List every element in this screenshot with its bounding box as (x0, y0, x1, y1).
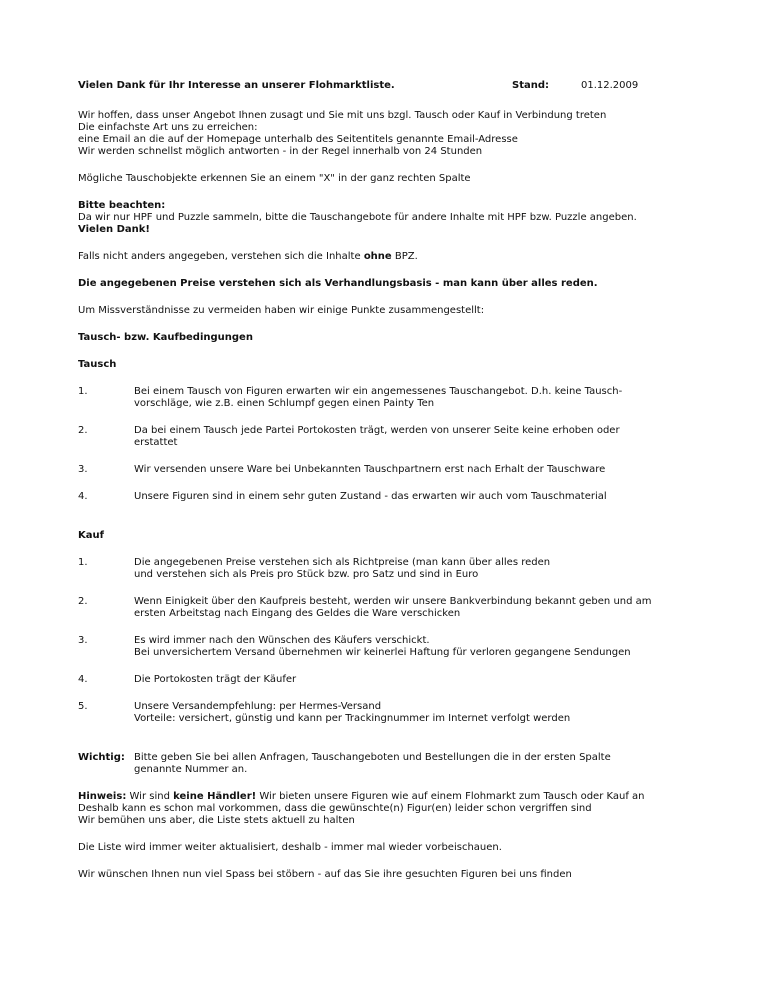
bpz-text-end: BPZ. (391, 251, 418, 262)
tausch-item (78, 491, 768, 503)
hinweis-block (78, 791, 768, 827)
misunderstanding-note: Um Missverständnisse zu vermeiden haben wir einige Punkte zusammengestellt: (78, 305, 485, 316)
hinweis-line: Wir bemühen uns aber, die Liste stets aktuell zu halten (78, 815, 355, 826)
item-number: 3. (78, 635, 88, 646)
kauf-item (78, 701, 768, 725)
item-number: 3. (78, 464, 88, 475)
tausch-heading: Tausch (78, 359, 117, 370)
item-text: Die angegebenen Preise verstehen sich als Richtpreise (man kann über alles reden (134, 557, 551, 568)
hinweis-line (78, 791, 768, 803)
update-note: Die Liste wird immer weiter aktualisiert, deshalb - immer mal wieder vorbeischauen. (78, 842, 502, 853)
item-number: 2. (78, 596, 88, 607)
tausch-item (78, 386, 768, 410)
item-text: Es wird immer nach den Wünschen des Käufers verschickt. (134, 635, 430, 646)
item-text: vorschläge, wie z.B. einen Schlumpf gegen einen Painty Ten (134, 398, 435, 409)
kauf-item (78, 635, 768, 659)
kauf-item (78, 674, 768, 686)
header-row (78, 80, 768, 94)
item-text: erstattet (134, 437, 178, 448)
notice-text: Da wir nur HPF und Puzzle sammeln, bitte die Tauschangebote für andere Inhalte mit HPF bzw. Puzzle angeben. (78, 212, 637, 223)
intro-block (78, 110, 768, 158)
item-text: Die Portokosten trägt der Käufer (134, 674, 297, 685)
tausch-hint: Mögliche Tauschobjekte erkennen Sie an einem "X" in der ganz rechten Spalte (78, 173, 471, 184)
wichtig-text: genannte Nummer an. (134, 764, 248, 775)
notice-thanks: Vielen Dank! (78, 224, 150, 235)
hinweis-line: Deshalb kann es schon mal vorkommen, dass die gewünschte(n) Figur(en) leider schon vergriffen sind (78, 803, 592, 814)
hinweis-label: Hinweis: (78, 791, 127, 802)
page-title: Vielen Dank für Ihr Interesse an unserer Flohmarktliste. (78, 80, 395, 91)
document-page (78, 80, 768, 881)
intro-line: Wir hoffen, dass unser Angebot Ihnen zusagt und Sie mit uns bzgl. Tausch oder Kauf in Verbindung treten (78, 110, 607, 121)
conditions-heading: Tausch- bzw. Kaufbedingungen (78, 332, 253, 343)
intro-line: eine Email an die auf der Homepage unterhalb des Seitentitels genannte Email-Adresse (78, 134, 518, 145)
item-text: Unsere Figuren sind in einem sehr guten Zustand - das erwarten wir auch vom Tauschmaterial (134, 491, 607, 502)
item-text: Vorteile: versichert, günstig und kann per Trackingnummer im Internet verfolgt werden (134, 713, 571, 724)
item-number: 1. (78, 557, 88, 568)
kauf-item (78, 557, 768, 581)
kauf-heading: Kauf (78, 530, 104, 541)
price-basis-note: Die angegebenen Preise verstehen sich als Verhandlungsbasis - man kann über alles reden. (78, 278, 598, 289)
tausch-item (78, 425, 768, 449)
bpz-bold: ohne (363, 251, 392, 262)
bpz-note (78, 251, 768, 263)
hinweis-text-end: Wir bieten unsere Figuren wie auf einem Flohmarkt zum Tausch oder Kauf an (256, 791, 645, 802)
item-text: Da bei einem Tausch jede Partei Portokosten trägt, werden von unserer Seite keine erhoben oder (134, 425, 620, 436)
stand-date: 01.12.2009 (581, 80, 639, 91)
hinweis-text: Wir sind (126, 791, 174, 802)
item-text: Bei einem Tausch von Figuren erwarten wir ein angemessenes Tauschangebot. D.h. keine Tausch- (134, 386, 623, 397)
intro-line: Die einfachste Art uns zu erreichen: (78, 122, 258, 133)
bpz-text: Falls nicht anders angegeben, verstehen sich die Inhalte (78, 251, 364, 262)
item-text: Unsere Versandempfehlung: per Hermes-Versand (134, 701, 382, 712)
item-number: 4. (78, 491, 88, 502)
wichtig-text: Bitte geben Sie bei allen Anfragen, Tauschangeboten und Bestellungen die in der ersten Spalte (134, 752, 611, 763)
item-text: Wir versenden unsere Ware bei Unbekannten Tauschpartnern erst nach Erhalt der Tauschware (134, 464, 606, 475)
item-number: 2. (78, 425, 88, 436)
tausch-item (78, 464, 768, 476)
item-number: 4. (78, 674, 88, 685)
closing-note: Wir wünschen Ihnen nun viel Spass bei stöbern - auf das Sie ihre gesuchten Figuren bei uns finden (78, 869, 572, 880)
wichtig-label: Wichtig: (78, 752, 125, 763)
item-text: und verstehen sich als Preis pro Stück bzw. pro Satz und sind in Euro (134, 569, 479, 580)
notice-block (78, 200, 768, 236)
stand-label: Stand: (512, 80, 550, 91)
kauf-item (78, 596, 768, 620)
item-number: 1. (78, 386, 88, 397)
wichtig-note (78, 752, 768, 776)
intro-line: Wir werden schnellst möglich antworten - in der Regel innerhalb von 24 Stunden (78, 146, 483, 157)
item-number: 5. (78, 701, 88, 712)
item-text: Bei unversichertem Versand übernehmen wir keinerlei Haftung für verloren gegangene Sendungen (134, 647, 631, 658)
item-text: Wenn Einigkeit über den Kaufpreis besteht, werden wir unsere Bankverbindung bekannt geben und am (134, 596, 652, 607)
item-text: ersten Arbeitstag nach Eingang des Geldes die Ware verschicken (134, 608, 461, 619)
notice-heading: Bitte beachten: (78, 200, 166, 211)
hinweis-bold: keine Händler! (173, 791, 257, 802)
